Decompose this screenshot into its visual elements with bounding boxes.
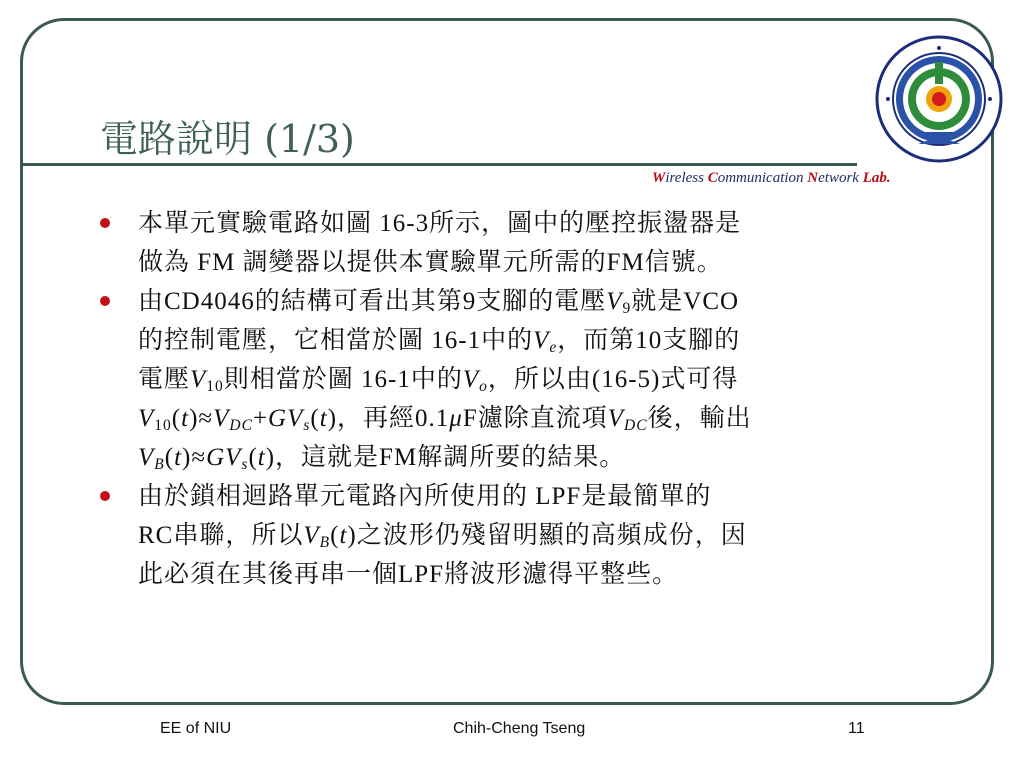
- footer-author: Chih-Cheng Tseng: [453, 720, 586, 737]
- department-seal-logo: [874, 34, 1004, 164]
- bullet-text-line: $V_B(t)\approx GV_s(t)$，這就是FM解調所要的結果。: [138, 444, 626, 473]
- bullet-item: [96, 282, 936, 477]
- title-divider: [22, 163, 857, 166]
- bullet-item: [96, 477, 936, 594]
- bullet-text-line: 此必須在其後再串一個LPF將波形濾得平整些。: [138, 561, 679, 588]
- slide-content: [96, 204, 936, 594]
- bullet-text-line: $V_{10}(t)\approx V_{DC}+GV_s(t)$，再經0.1μF濾除直流項$V_{DC}$後，輸出: [138, 405, 752, 434]
- slide-title: 電路說明 (1/3): [100, 117, 355, 161]
- bullet-text-line: 本單元實驗電路如圖 16-3所示，圖中的壓控振盪器是: [138, 210, 742, 237]
- bullet-text-line: RC串聯，所以$V_B(t)$之波形仍殘留明顯的高頻成份，因: [138, 522, 747, 551]
- bullet-text-line: 由CD4046的結構可看出其第9支腳的電壓$V_9$就是VCO: [138, 288, 740, 317]
- slide-number: 11: [848, 720, 865, 737]
- bullet-text-line: 由於鎖相迴路單元電路內所使用的 LPF是最簡單的: [138, 483, 712, 510]
- bullet-text-line: 的控制電壓，它相當於圖 16-1中的$V_e$，而第10支腳的: [138, 327, 741, 356]
- bullet-dot-icon: [100, 296, 110, 306]
- bullet-dot-icon: [100, 491, 110, 501]
- lab-label: Wireless Communication Network Lab.: [652, 170, 891, 186]
- bullet-text-line: 做為 FM 調變器以提供本實驗單元所需的FM信號。: [138, 249, 723, 276]
- bullet-dot-icon: [100, 218, 110, 228]
- bullet-item: [96, 204, 936, 282]
- footer-left-text: EE of NIU: [160, 720, 232, 737]
- bullet-text-line: 電壓$V_{10}$則相當於圖 16-1中的$V_o$，所以由(16-5)式可得: [138, 366, 739, 395]
